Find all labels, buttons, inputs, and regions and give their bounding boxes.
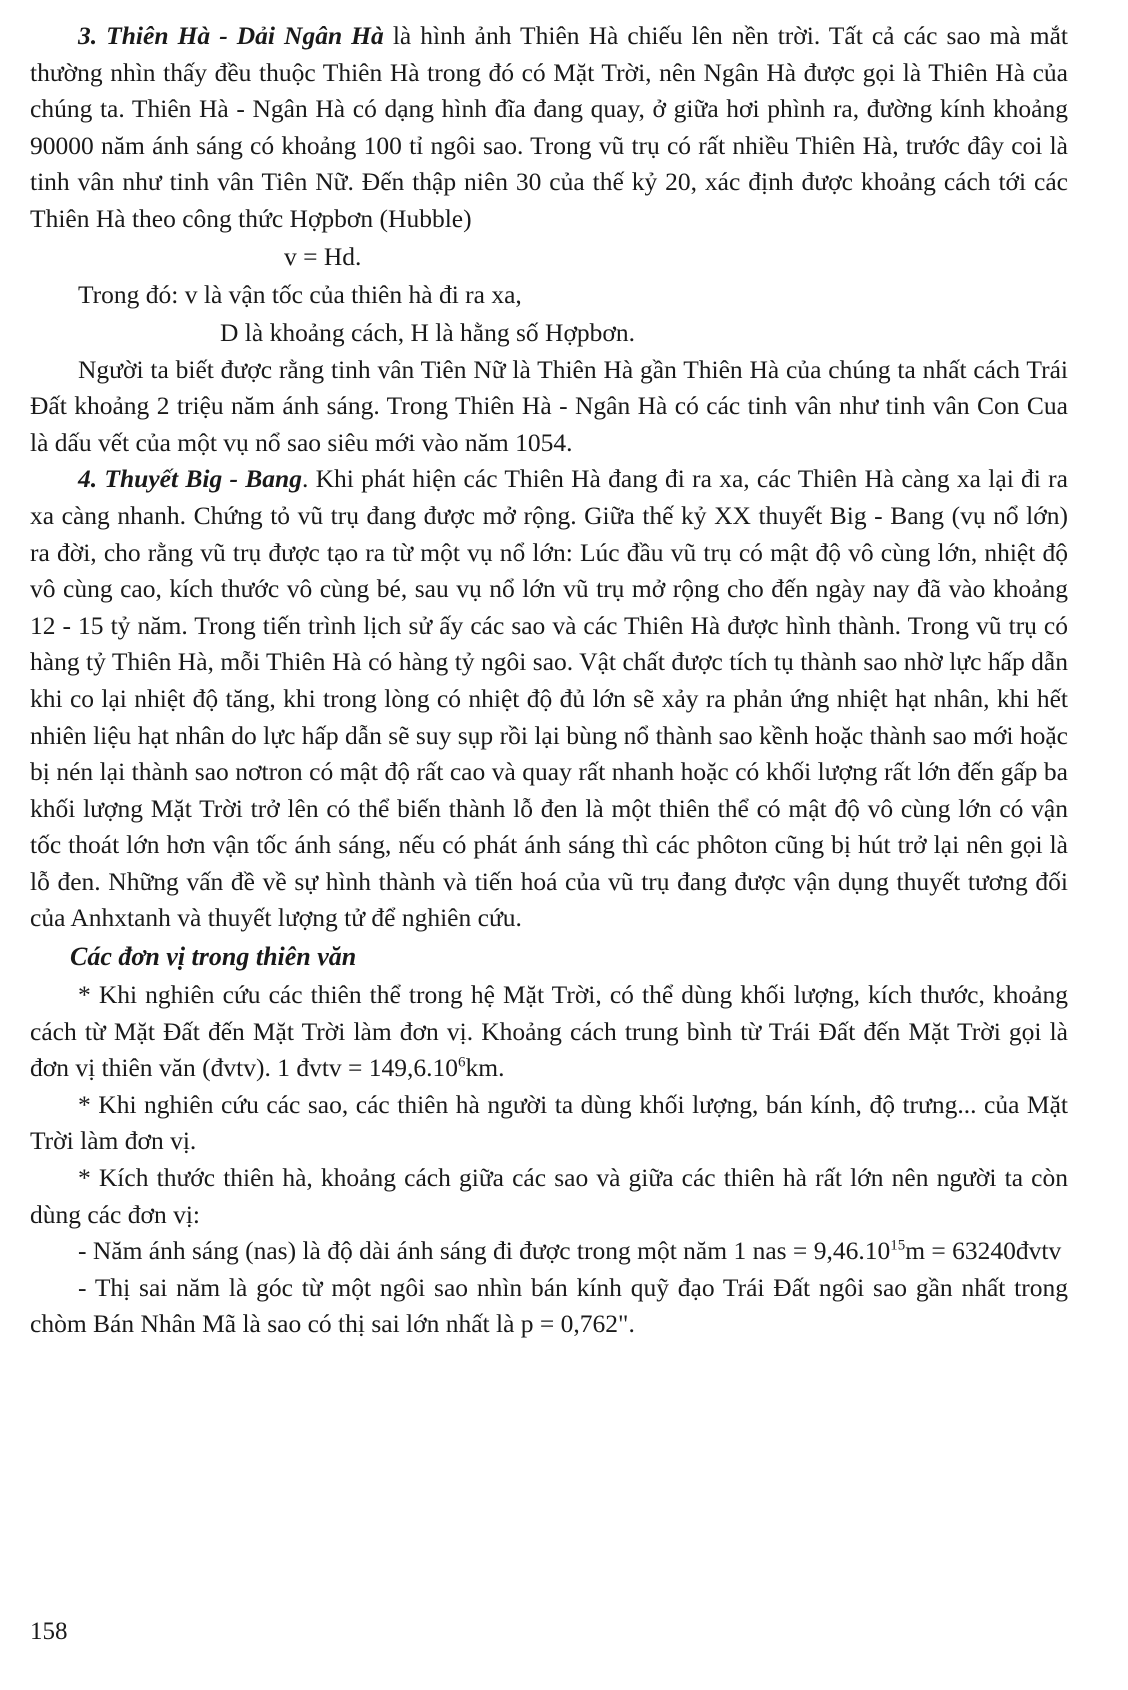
section-3-text: là hình ảnh Thiên Hà chiếu lên nền trời. Tất cả các sao mà mắt thường nhìn thấy đều thuộc Thiên Hà trong đó có Mặt Trời, nên Ngân Hà được gọi là Thiên Hà của chúng ta. Thiên Hà - Ngân Hà có dạng hình đĩa đang quay, ở giữa hơi phình ra, đường kính khoảng 90000 năm ánh sáng có khoảng 100 tỉ ngôi sao. Trong vũ trụ có rất nhiều Thiên Hà, trước đây coi là tinh vân như tinh vân Tiên Nữ. Đến thập niên 30 của thế kỷ 20, xác định được khoảng cách tới các Thiên Hà theo công thức Hợpbơn (Hubble) — [30, 21, 1068, 233]
section-4-text: . Khi phát hiện các Thiên Hà đang đi ra xa, các Thiên Hà càng xa lại đi ra xa càng nhanh. Chứng tỏ vũ trụ đang được mở rộng. Giữa thế kỷ XX thuyết Big - Bang (vụ nổ lớn) ra đời, cho rằng vũ trụ được tạo ra từ một vụ nổ lớn: Lúc đầu vũ trụ có mật độ vô cùng lớn, nhiệt độ vô cùng cao, kích thước vô cùng bé, sau vụ nổ lớn vũ trụ mở rộng cho đến ngày nay đã vào khoảng 12 - 15 tỷ năm. Trong tiến trình lịch sử ấy các sao và các Thiên Hà được hình thành. Trong vũ trụ có hàng tỷ Thiên Hà, mỗi Thiên Hà có hàng tỷ ngôi sao. Vật chất được tích tụ thành sao nhờ lực hấp dẫn khi co lại nhiệt độ tăng, khi trong lòng có nhiệt độ đủ lớn sẽ xảy ra phản ứng nhiệt hạt nhân, khi hết nhiên liệu hạt nhân do lực hấp dẫn sẽ suy sụp rồi lại bùng nổ thành sao kềnh hoặc thành sao mới hoặc bị nén lại thành sao nơtron có mật độ rất cao và quay rất nhanh hoặc có khối lượng rất lớn đến gấp ba khối lượng Mặt Trời trở lên có thể biến thành lỗ đen là một thiên thể có mật độ vô cùng lớn có vận tốc thoát lớn hơn vận tốc ánh sáng, nếu có phát ánh sáng thì các phôton cũng bị hút trở lại nên gọi là lỗ đen. Những vấn đề về sự hình thành và tiến hoá của vũ trụ đang được vận dụng thuyết tương đối của Anhxtanh và thuyết lượng tử để nghiên cứu. — [30, 464, 1068, 933]
section-3-closing: Người ta biết được rằng tinh vân Tiên Nữ là Thiên Hà gần Thiên Hà của chúng ta nhất cách Trái Đất khoảng 2 triệu năm ánh sáng. Trong Thiên Hà - Ngân Hà có các tinh vân như tinh vân Con Cua là dấu vết của một vụ nổ sao siêu mới vào năm 1054. — [30, 354, 1068, 457]
section-3-paragraph — [30, 18, 1068, 238]
units-p4-unit: m = 63240đvtv — [905, 1236, 1062, 1266]
hubble-formula: v = Hd. — [284, 241, 362, 271]
units-p1-unit: km. — [465, 1053, 505, 1083]
units-paragraph-4 — [30, 1233, 1068, 1270]
units-p1-exponent: 6 — [458, 1054, 466, 1071]
units-p1-text: * Khi nghiên cứu các thiên thể trong hệ Mặt Trời, có thể dùng khối lượng, kích thước, khoảng cách từ Mặt Đất đến Mặt Trời làm đơn vị. Khoảng cách trung bình từ Trái Đất đến Mặt Trời gọi là đơn vị thiên văn (đvtv). 1 đvtv = 149,6.10 — [30, 980, 1068, 1083]
units-p4-exponent: 15 — [890, 1237, 906, 1254]
section-4-paragraph — [30, 461, 1068, 937]
formula-legend-line-2: D là khoảng cách, H là hằng số Hợpbơn. — [220, 317, 636, 347]
units-heading: Các đơn vị trong thiên văn — [70, 942, 357, 972]
units-p4-text: - Năm ánh sáng (nas) là độ dài ánh sáng đi được trong một năm 1 nas = 9,46.10 — [78, 1236, 891, 1266]
section-3-heading: 3. Thiên Hà - Dải Ngân Hà — [78, 21, 384, 50]
units-paragraph-2: * Khi nghiên cứu các sao, các thiên hà người ta dùng khối lượng, bán kính, độ trưng... của Mặt Trời làm đơn vị. — [30, 1089, 1068, 1156]
units-paragraph-1 — [30, 977, 1068, 1087]
page-number: 158 — [30, 1618, 68, 1645]
book-page — [30, 18, 1068, 1343]
section-4-heading: 4. Thuyết Big - Bang — [78, 464, 302, 494]
units-paragraph-3: * Kích thước thiên hà, khoảng cách giữa các sao và giữa các thiên hà rất lớn nên người ta còn dùng các đơn vị: — [30, 1163, 1068, 1229]
units-paragraph-5: - Thị sai năm là góc từ một ngôi sao nhìn bán kính quỹ đạo Trái Đất ngôi sao gần nhất trong chòm Bán Nhân Mã là sao có thị sai lớn nhất là p = 0,762". — [30, 1272, 1068, 1339]
formula-legend-line-1: Trong đó: v là vận tốc của thiên hà đi ra xa, — [78, 279, 522, 309]
